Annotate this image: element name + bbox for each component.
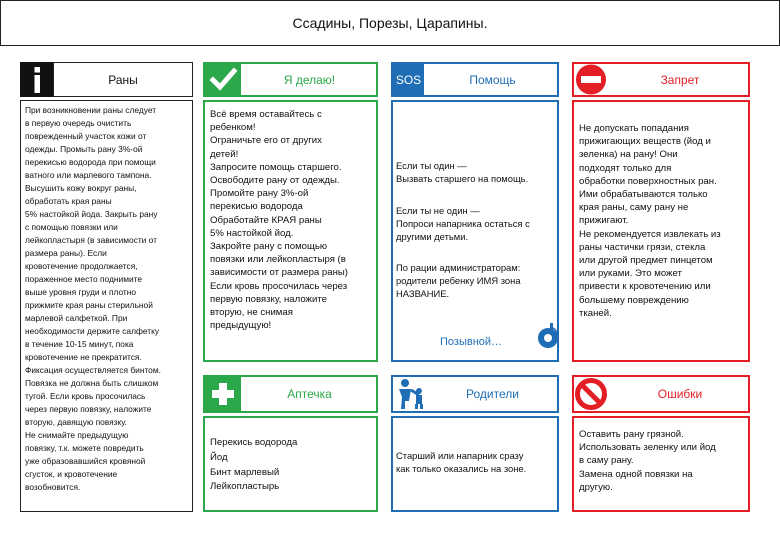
mistakes-header-label: Ошибки <box>657 387 703 401</box>
first-aid-text: Перекись водорода Йод Бинт марлевый Лейкопластырь <box>210 437 298 493</box>
no-entry-icon <box>573 62 609 97</box>
i-do-header-label: Я делаю! <box>283 72 336 87</box>
mistakes-text: Оставить рану грязной. Использовать зеленку или йод в саму рану. Замена одной повязки на другую. <box>579 429 716 493</box>
page-title: Ссадины, Порезы, Царапины. <box>292 15 488 31</box>
parents-header-label: Родители <box>466 387 519 401</box>
help-text-alone: Если ты один — Вызвать старшего на помощь. <box>396 160 529 184</box>
help-text-not-alone: Если ты не один — Попроси напарника остаться с другими детьми. <box>396 205 530 242</box>
i-do-text: Всё время оставайтесь с ребенком! Ограничьте его от других детей! Запросите помощь старшего. Освободите рану от одежды. Промойте рану 3%-ой перекисью водорода Обработайте КРАЯ раны 5% настойкой йод. Закройте рану с помощью повязки или лейкопластыря (в зависимости от размера раны) Если кровь просочилась через первую повязку, наложите вторую, не снимая предыдущую! <box>210 109 348 332</box>
first-aid-header-label: Аптечка <box>287 387 332 401</box>
page-title-bar <box>0 0 780 46</box>
wounds-header-label: Раны <box>108 72 138 87</box>
help-text-radio: По рации администраторам: родители ребенку ИМЯ зона НАЗВАНИЕ. <box>396 262 521 299</box>
parents-text: Старший или напарник сразу как только оказались на зоне. <box>396 450 527 474</box>
medical-cross-icon <box>205 377 241 411</box>
walkie-talkie-icon <box>536 322 560 350</box>
wounds-text: При возникновении раны следует в первую очередь очистить поврежденный участок кожи от одежды. Промыть рану 3%-ой перекисью водорода при помощи ватного или марлевого тампона. Высушить кожу вокруг раны, обработать края раны 5% настойкой йода. Закрыть рану с помощью повязки или лейкопластыря (в зависимости от размера раны). Если кровотечение продолжается, пораженное место поднимите выше уровня груди и плотно прижмите края раны стерильной марлевой салфеткой. При необходимости держите салфетку в течение 10-15 минут, пока кровотечение не прекратится. Фиксация осуществляется бинтом. Повязка не должна быть слишком тугой. Если кровь просочилась через первую повязку, наложите вторую, давящую повязку. Не снимайте предыдущую повязку, т.к. можете повредить уже образовавшийся кровяной сгусток, и кровотечение возобновится. <box>25 105 161 492</box>
sos-icon: SOS <box>393 64 424 95</box>
prohibition-header-label: Запрет <box>660 72 700 87</box>
checkmark-icon <box>205 64 241 95</box>
info-icon <box>20 62 54 97</box>
parent-child-icon <box>393 377 427 411</box>
prohibition-text: Не допускать попадания прижигающих веществ (йод и зеленка) на рану! Они подходят только для обработки поверхностных ран. Ими обрабатываются только края раны, саму рану не прижигают. Не рекомендуется извлекать из раны частички грязи, стекла или другой предмет пинцетом или руками. Это может привести к кровотечению или большему повреждению тканей. <box>579 123 721 319</box>
help-header-label: Помощь <box>469 72 516 87</box>
help-callsign: Позывной… <box>440 336 503 348</box>
prohibited-icon <box>573 376 609 412</box>
